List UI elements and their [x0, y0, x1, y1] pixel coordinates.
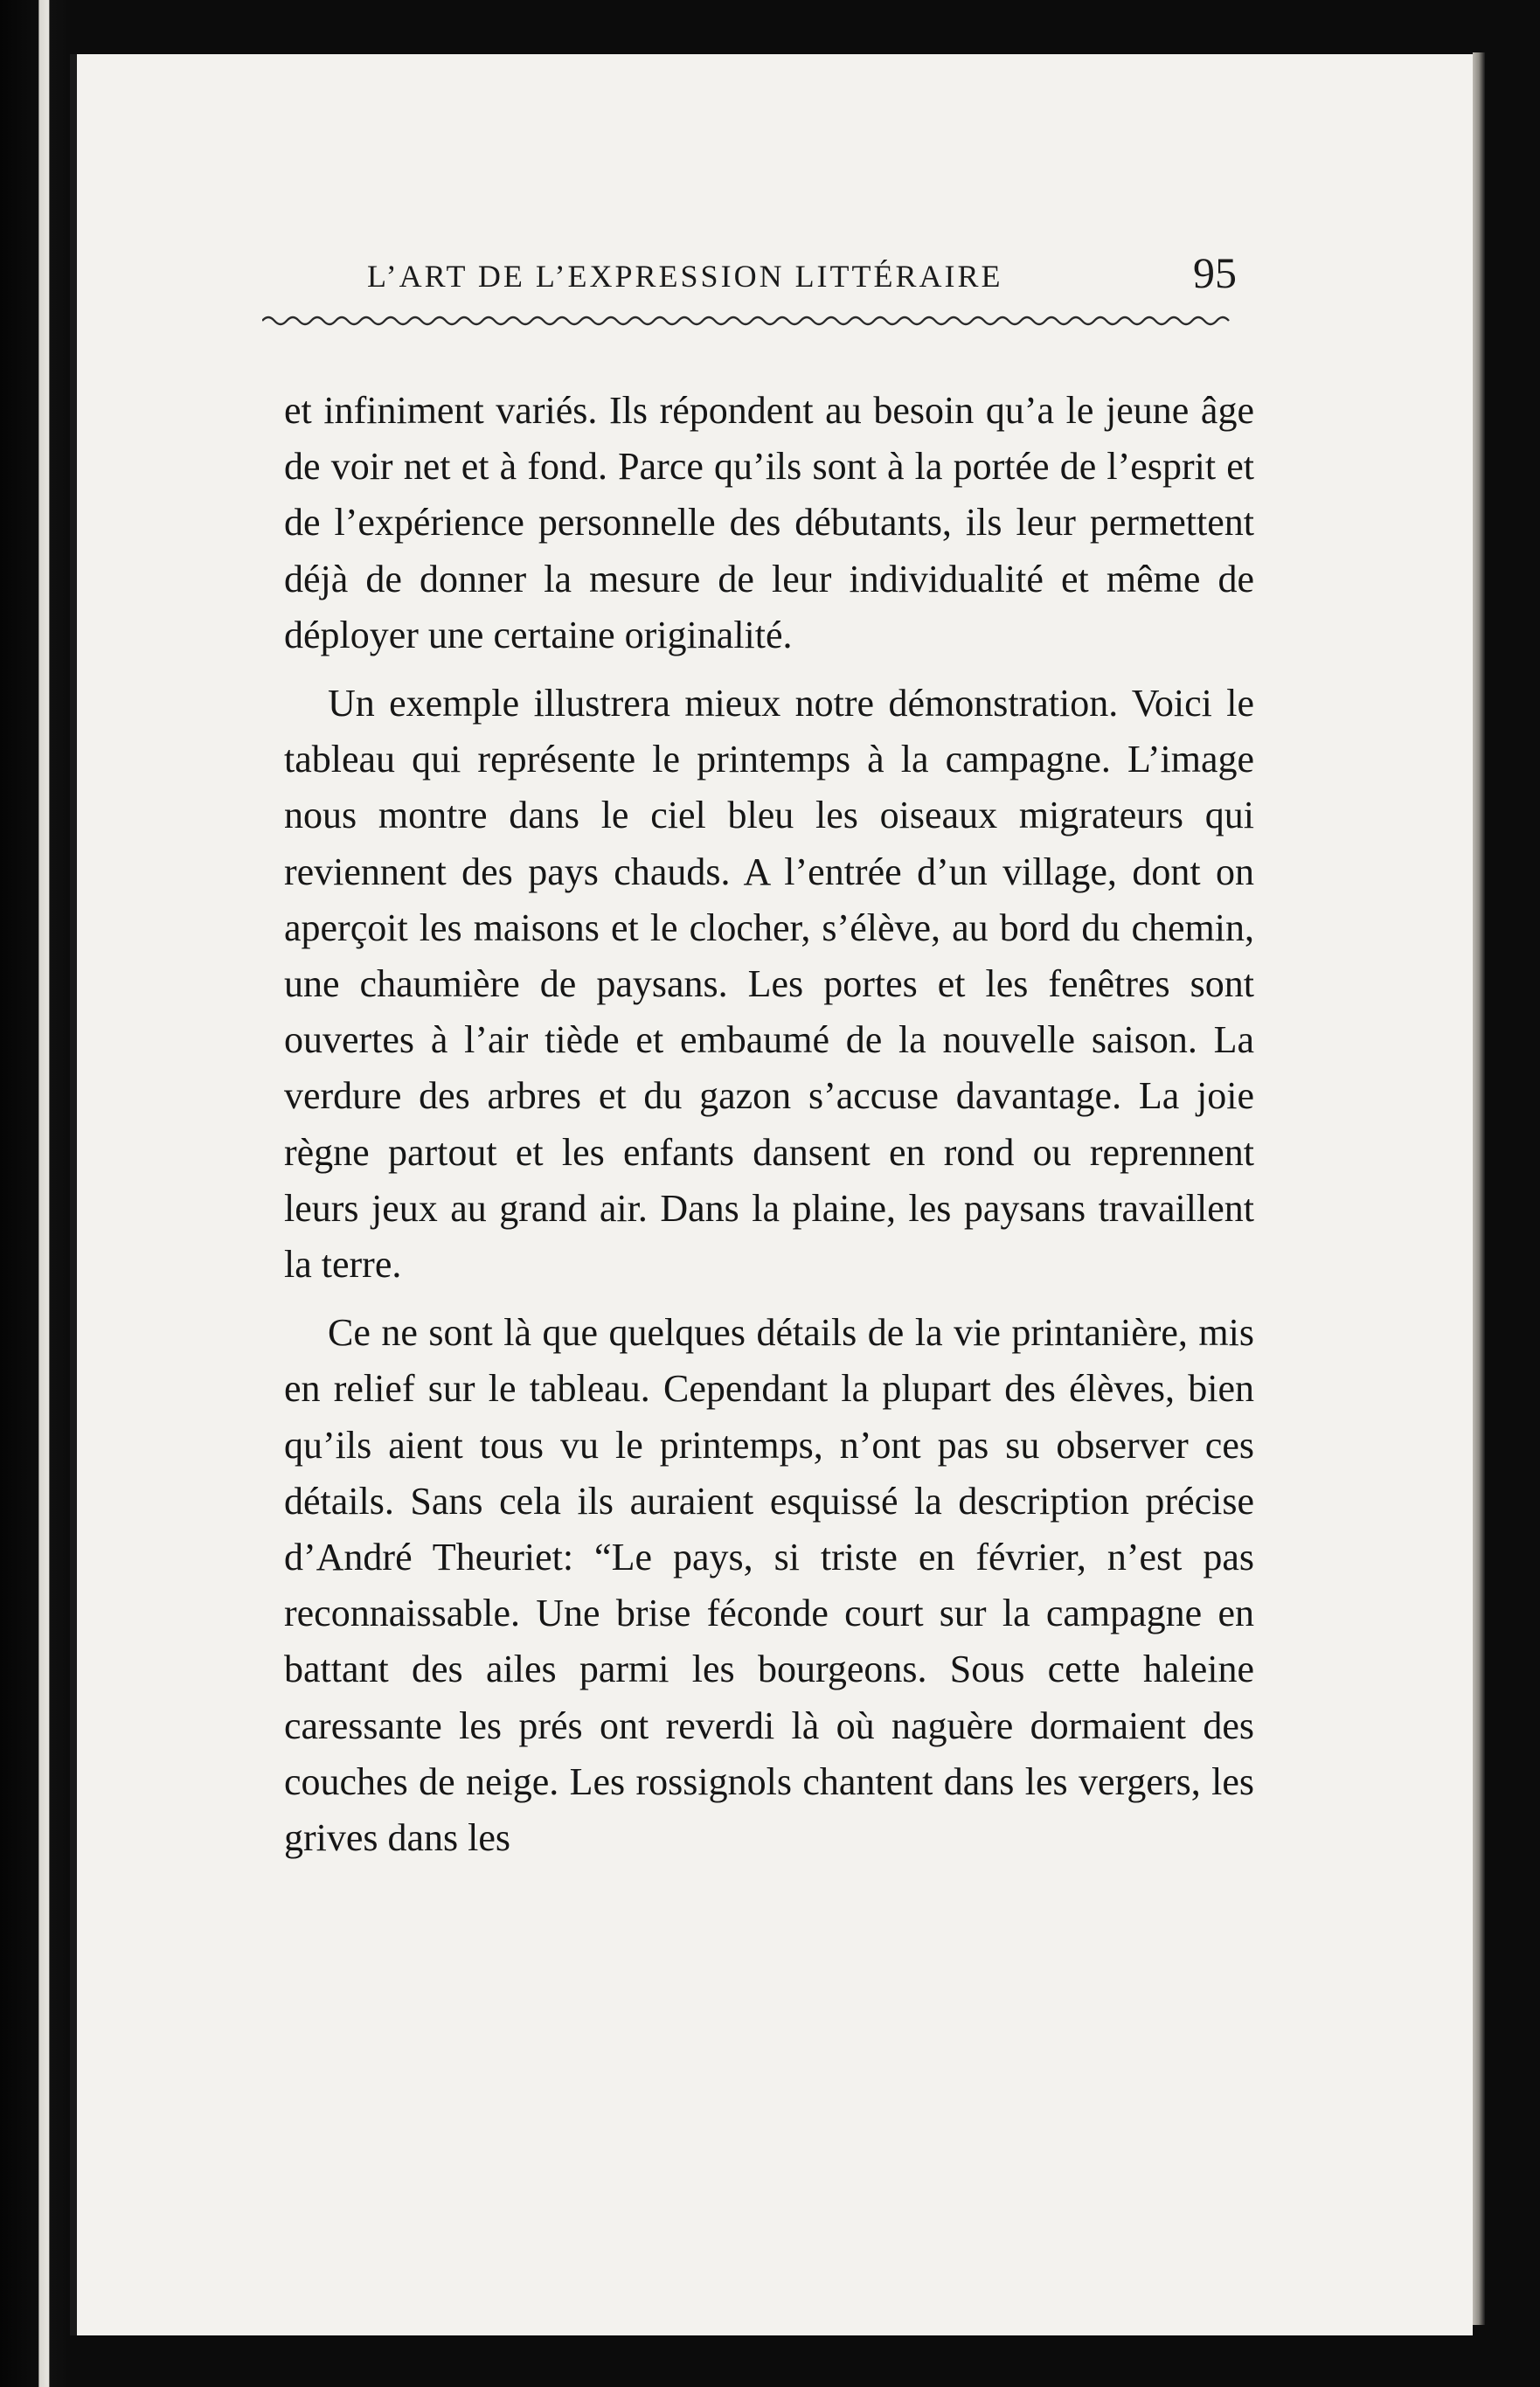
paragraph-2: Un exemple illustrera mieux notre démonstration. Voici le tableau qui représente le printemps à la campagne. L’image nous montre dans le ciel bleu les oiseaux migrateurs qui reviennent des pays chauds. A l’entrée d’un village, dont on aperçoit les maisons et le clocher, s’élève, au bord du chemin, une chaumière de paysans. Les portes et les fenêtres sont ouvertes à l’air tiède et embaumé de la nouvelle saison. La verdure des arbres et du gazon s’accuse davantage. La joie règne partout et les enfants dansent en rond ou reprennent leurs jeux au grand air. Dans la plaine, les paysans travaillent la terre.	[284, 682, 1254, 1287]
page-edge-shadow	[1473, 52, 1485, 2325]
page-header	[367, 240, 1237, 310]
page-number: 95	[1193, 248, 1237, 297]
body-text	[284, 383, 1254, 1866]
book-binding-edge	[0, 0, 70, 2387]
paragraph-3: Ce ne sont là que quelques détails de la vie printanière, mis en relief sur le tableau. Cependant la plupart des élèves, bien qu’ils aient tous vu le printemps, n’ont pas su observer ces détails. Sans cela ils auraient esquissé la description précise d’André Theuriet: “Le pays, si triste en février, n’est pas reconnaissable. Une brise féconde court sur la campagne en battant des ailes parmi les bourgeons. Sous cette haleine caressante les prés ont reverdi là où naguère dormaient des couches de neige. Les rossignols chantent dans les vergers, les grives dans les	[284, 1311, 1254, 1860]
paragraph-1: et infiniment variés. Ils répondent au besoin qu’a le jeune âge de voir net et à fond. Parce qu’ils sont à la portée de l’esprit et de l’expérience personnelle des débutants, ils leur permettent déjà de donner la mesure de leur individualité et même de déployer une certaine originalité.	[284, 389, 1254, 656]
wavy-rule-ornament	[262, 310, 1232, 331]
running-title: L’ART DE L’EXPRESSION LITTÉRAIRE	[367, 259, 1003, 294]
